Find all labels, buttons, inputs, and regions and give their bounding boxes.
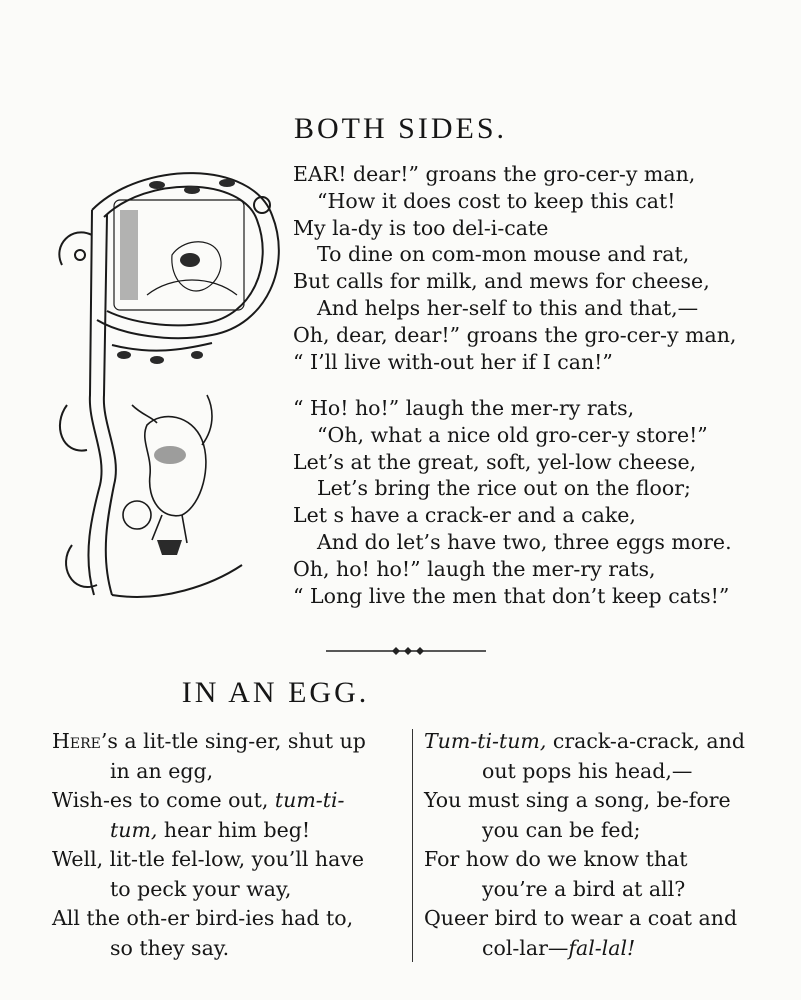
title-both-sides: BOTH SIDES. <box>293 112 507 145</box>
egg-right-line-1 <box>424 727 784 757</box>
stanza-2-line-6: And do let’s have two, three eggs more. <box>317 529 732 554</box>
poem-in-an-egg-right-column <box>424 727 784 963</box>
egg-right-line-5: For how do we know that <box>424 847 688 871</box>
stanza-2-line-8: “ Long live the men that don’t keep cats!” <box>293 583 730 608</box>
stanza-1-line-4: To dine on com-mon mouse and rat, <box>317 242 690 267</box>
egg-right-line-6: you’re a bird at all? <box>482 876 686 901</box>
egg-right-line-8-italic: fal-lal! <box>568 935 636 960</box>
stanza-1-line-6: And helps her-self to this and that,— <box>317 295 699 320</box>
egg-left-line-6: to peck your way, <box>110 876 292 901</box>
egg-left-line-1 <box>52 727 402 757</box>
egg-left-line-8: so they say. <box>110 935 230 960</box>
egg-left-line-4 <box>52 816 402 846</box>
title-in-an-egg: IN AN EGG. <box>181 676 370 709</box>
egg-left-line-4-italic: tum, <box>110 817 158 842</box>
egg-right-line-7: Queer bird to wear a coat and <box>424 906 738 930</box>
stanza-1-line-8: “ I’ll live with-out her if I can!” <box>293 349 613 374</box>
column-divider <box>412 729 413 962</box>
stanza-2-line-5: Let s have a crack-er and a cake, <box>293 503 636 528</box>
egg-left-line-7: All the oth-er bird-ies had to, <box>52 906 354 930</box>
section-divider-ornament <box>326 646 486 656</box>
poem-in-an-egg-left-column <box>52 727 402 963</box>
egg-left-line-3-a: Wish-es to come out, <box>52 788 275 812</box>
illuminated-initial-d-illustration <box>52 155 292 610</box>
stanza-1-line-7: Oh, dear, dear!” groans the gro-cer-y man, <box>293 322 737 347</box>
egg-left-line-2: in an egg, <box>110 758 214 783</box>
egg-left-line-4-b: hear him beg! <box>157 817 311 842</box>
small-caps-here: Here <box>52 729 101 753</box>
stanza-1-line-2: “How it does cost to keep this cat! <box>317 188 676 213</box>
egg-right-line-3: You must sing a song, be-fore <box>424 788 731 812</box>
stanza-1-line-3: My la-dy is too del-i-cate <box>293 215 549 240</box>
stanza-2-line-7: Oh, ho! ho!” laugh the mer-ry rats, <box>293 556 656 581</box>
stanza-1-line-5: But calls for milk, and mews for cheese, <box>293 269 710 294</box>
egg-right-line-1-b: crack-a-crack, and <box>546 729 745 753</box>
egg-right-line-8 <box>424 934 784 964</box>
poem-both-sides-stanza-2 <box>293 395 793 609</box>
egg-left-line-3-italic: tum-ti- <box>274 788 345 812</box>
egg-right-line-1-italic: Tum-ti-tum, <box>424 729 547 753</box>
stanza-2-line-3: Let’s at the great, soft, yel-low cheese, <box>293 449 697 474</box>
stanza-2-line-2: “Oh, what a nice old gro-cer-y store!” <box>317 422 708 447</box>
egg-right-line-4: you can be fed; <box>482 817 641 842</box>
egg-left-line-1-rest: ’s a lit-tle sing-er, shut up <box>100 729 366 753</box>
stanza-1-line-1: EAR! dear!” groans the gro-cer-y man, <box>293 162 696 186</box>
egg-left-line-5: Well, lit-tle fel-low, you’ll have <box>52 847 365 871</box>
egg-right-line-2: out pops his head,— <box>482 758 693 783</box>
egg-left-line-3 <box>52 786 402 816</box>
egg-right-line-8-a: col-lar— <box>482 935 569 960</box>
stanza-2-line-1: “ Ho! ho!” laugh the mer-ry rats, <box>293 396 635 420</box>
poem-both-sides-stanza-1 <box>293 161 793 375</box>
stanza-2-line-4: Let’s bring the rice out on the floor; <box>317 476 691 501</box>
